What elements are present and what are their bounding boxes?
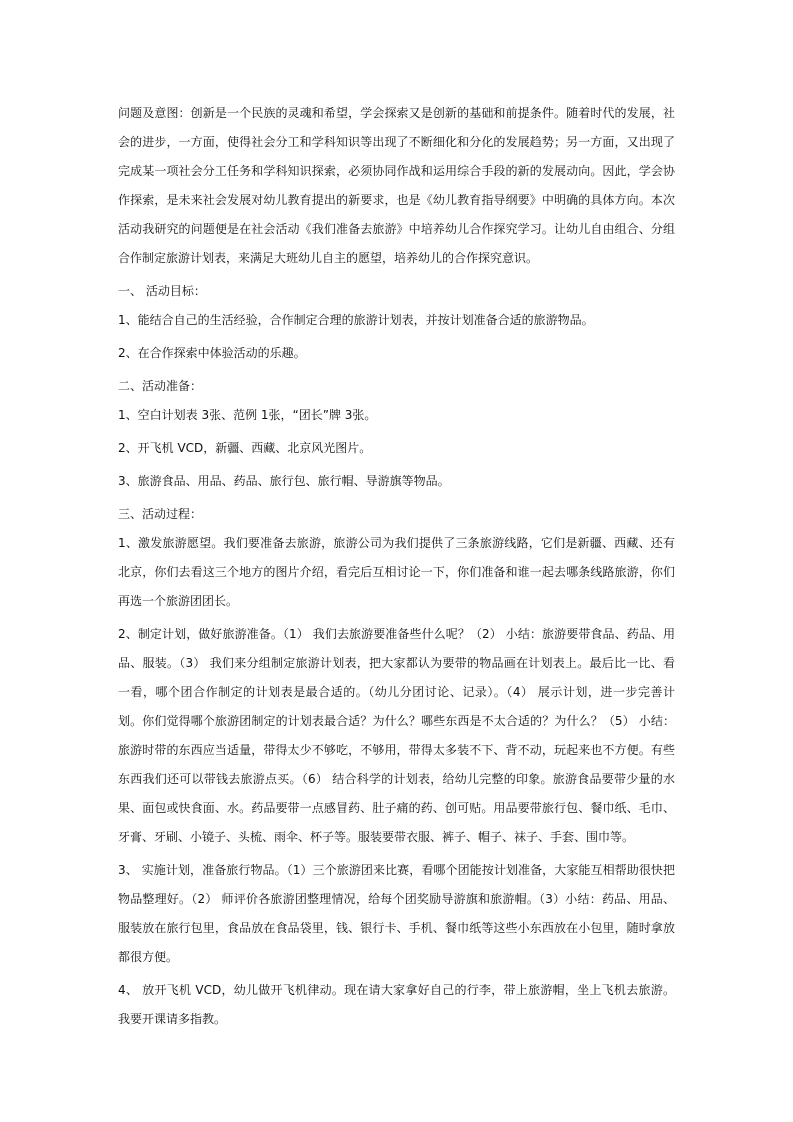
process-step-4: 4、 放开飞机 VCD，幼儿做开飞机律动。现在请大家拿好自己的行李，带上旅游帽，坐上飞机去旅游。我要开课请多指教。 — [118, 983, 675, 1026]
process-step-2: 2、制定计划，做好旅游准备。（1） 我们去旅游要准备些什么呢？（2） 小结：旅游要带食品、药品、用品、服装。（3） 我们来分组制定旅游计划表，把大家都认为要带的物品画在计划表上。最后比一比、看一看，哪个团合作制定的计划表是最合适的。（幼儿分团讨论、记录）。（4） 展示计划，进一步完善计划。你们觉得哪个旅游团制定的计划表最合适？为什么？哪些东西是不太合适的？为什么？（5） 小结：旅游时带的东西应当适量，带得太少不够吃，不够用，带得太多装不下、背不动，玩起来也不方便。有些东西我们还可以带钱去旅游点买。（6） 结合科学的计划表，给幼儿完整的印象。旅游食品要带少量的水果、面包或快食面、水。药品要带一点感冒药、肚子痛的药、创可贴。用品要带旅行包、餐巾纸、毛巾、牙膏、牙刷、小镜子、头梳、雨伞、杯子等。服装要带衣服、裤子、帽子、袜子、手套、围巾等。 — [118, 627, 675, 844]
process-step-1: 1、激发旅游愿望。我们要准备去旅游，旅游公司为我们提供了三条旅游线路，它们是新疆、西藏、还有北京，你们去看这三个地方的图片介绍，看完后互相讨论一下，你们准备和谁一起去哪条线路旅游，你们再选一个旅游团团长。 — [118, 536, 675, 608]
section-heading-goals: 一、 活动目标： — [118, 284, 206, 298]
preparation-item-1: 1、空白计划表 3张、范例 1张，“团长”牌 3张。 — [118, 408, 377, 422]
preparation-item-2: 2、开飞机 VCD，新疆、西藏、北京风光图片。 — [118, 441, 372, 455]
goal-item-1: 1、能结合自己的生活经验，合作制定合理的旅游计划表，并按计划准备合适的旅游物品。 — [118, 313, 594, 327]
preparation-item-3: 3、旅游食品、用品、药品、旅行包、旅行帽、导游旗等物品。 — [118, 474, 450, 488]
goal-item-2: 2、在合作探索中体验活动的乐趣。 — [118, 346, 306, 360]
section-heading-preparation: 二、活动准备： — [118, 379, 203, 393]
section-heading-process: 三、活动过程： — [118, 507, 203, 521]
intro-paragraph: 问题及意图：创新是一个民族的灵魂和希望，学会探索又是创新的基础和前提条件。随着时代的发展，社会的进步，一方面，使得社会分工和学科知识等出现了不断细化和分化的发展趋势；另一方面，又出现了完成某一项社会分工任务和学科知识探索，必须协同作战和运用综合手段的新的发展动向。因此，学会协作探索，是未来社会发展对幼儿教育提出的新要求，也是《幼儿教育指导纲要》中明确的具体方向。本次活动我研究的问题便是在社会活动《我们准备去旅游》中培养幼儿合作探究学习。让幼儿自由组合、分组合作制定旅游计划表，来满足大班幼儿自主的愿望，培养幼儿的合作探究意识。 — [118, 106, 675, 265]
process-step-3: 3、 实施计划，准备旅行物品。（1）三个旅游团来比赛，看哪个团能按计划准备，大家能互相帮助很快把物品整理好。（2） 师评价各旅游团整理情况，给每个团奖励导游旗和旅游帽。（3）小结：药品、用品、服装放在旅行包里，食品放在食品袋里，钱、银行卡、手机、餐巾纸等这些小东西放在小包里，随时拿放都很方便。 — [118, 863, 675, 964]
